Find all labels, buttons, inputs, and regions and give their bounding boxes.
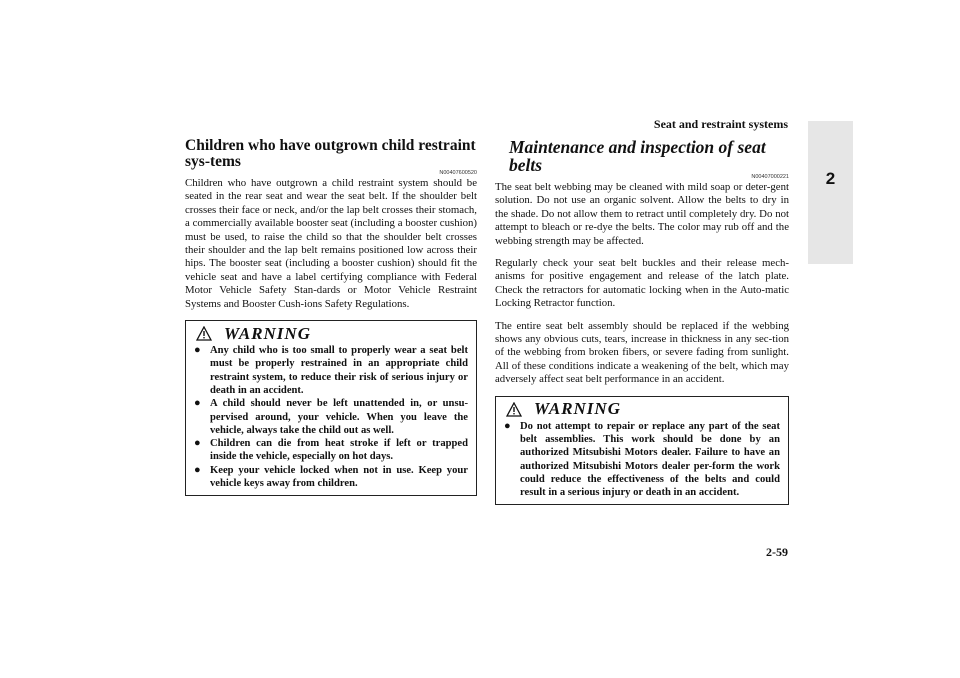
- warning-list: [504, 420, 780, 500]
- bullet-icon: ●: [504, 419, 511, 432]
- warning-header: [194, 324, 468, 343]
- warning-item: ● Any child who is too small to properly wear a seat belt must be properly restrained in an appropriate child restraint system, to reduce their risk of serious injury or death in an accident.: [194, 344, 468, 396]
- bullet-icon: ●: [194, 463, 201, 476]
- chapter-tab: [808, 121, 853, 264]
- right-column: [495, 138, 789, 505]
- warning-item: ● A child should never be left unattended in, or unsu-pervised around, your vehicle. When you leave the vehicle, always take the child out as well.: [194, 397, 468, 436]
- chapter-number: 2: [825, 169, 836, 188]
- paragraph-replacement: The entire seat belt assembly should be replaced if the webbing shows any obvious cuts, tears, increase in thickness in any sec-tion of the webbing from broken fibers, or severe fading from sunlight. All of these conditions indicate a weakening of the belt, which may adversely affect seat belt performance in an accident.: [495, 319, 789, 386]
- warning-title: WARNING: [224, 323, 311, 343]
- section-title-children: Children who have outgrown child restraint sys-tems: [185, 137, 476, 170]
- paragraph-booster-seat: Children who have outgrown a child restraint system should be seated in the rear seat and wear the seat belt. If the shoulder belt crosses their face or neck, and/or the lap belt crosses their stomach, a commercially available booster seat (including a booster cushion) must be used, to raise the child so that the shoulder belt crosses their shoulder and the lap belt remains positioned low across their hips. The booster seat (including a booster cushion) should fit the vehicle seat and have a label certifying compliance with Federal Motor Vehicle Safety Stan-dards or Motor Vehicle Restraint Systems and Booster Cush-ions Safety Regulations.: [185, 177, 477, 310]
- page-number: 2-59: [766, 545, 788, 559]
- bullet-icon: ●: [194, 397, 201, 410]
- reference-code: N00407600520: [439, 170, 477, 176]
- warning-item: ● Do not attempt to repair or replace any part of the seat belt assemblies. This work should be done by an authorized Mitsubishi Motors dealer. Failure to have an authorized Mitsubishi Motors dealer per-form the work could reduce the effectiveness of the belts and could result in a serious injury or death in an accident.: [504, 419, 780, 499]
- bullet-icon: ●: [194, 344, 201, 357]
- warning-box-maintenance: [495, 396, 789, 506]
- reference-code: N00407000221: [751, 174, 789, 180]
- left-column: [185, 138, 477, 496]
- running-header: Seat and restraint systems: [653, 117, 788, 131]
- warning-item: ● Children can die from heat stroke if left or trapped inside the vehicle, especially on hot days.: [194, 437, 468, 463]
- warning-box-children: [185, 320, 477, 496]
- section-title-maintenance: Maintenance and inspection of seat belts: [509, 137, 766, 175]
- warning-item: ● Keep your vehicle locked when not in use. Keep your vehicle keys away from children.: [194, 463, 468, 490]
- warning-title: WARNING: [534, 399, 621, 419]
- warning-list: [194, 344, 468, 490]
- paragraph-buckle-check: Regularly check your seat belt buckles and their release mech-anisms for positive engagement and release of the latch plate. Check the retractors for automatic locking when in the Auto-matic Locking Retractor function.: [495, 257, 789, 310]
- bullet-icon: ●: [194, 437, 201, 450]
- warning-header: [504, 400, 780, 419]
- paragraph-cleaning: The seat belt webbing may be cleaned with mild soap or deter-gent solution. Do not use an organic solvent. Allow the belts to dry in the shade. Do not allow them to retract until completely dry. Do not attempt to bleach or re-dye the belts. The color may rub off and the webbing strength may be affected.: [495, 181, 789, 247]
- warning-triangle-icon: [196, 326, 212, 341]
- warning-triangle-icon: [506, 402, 522, 417]
